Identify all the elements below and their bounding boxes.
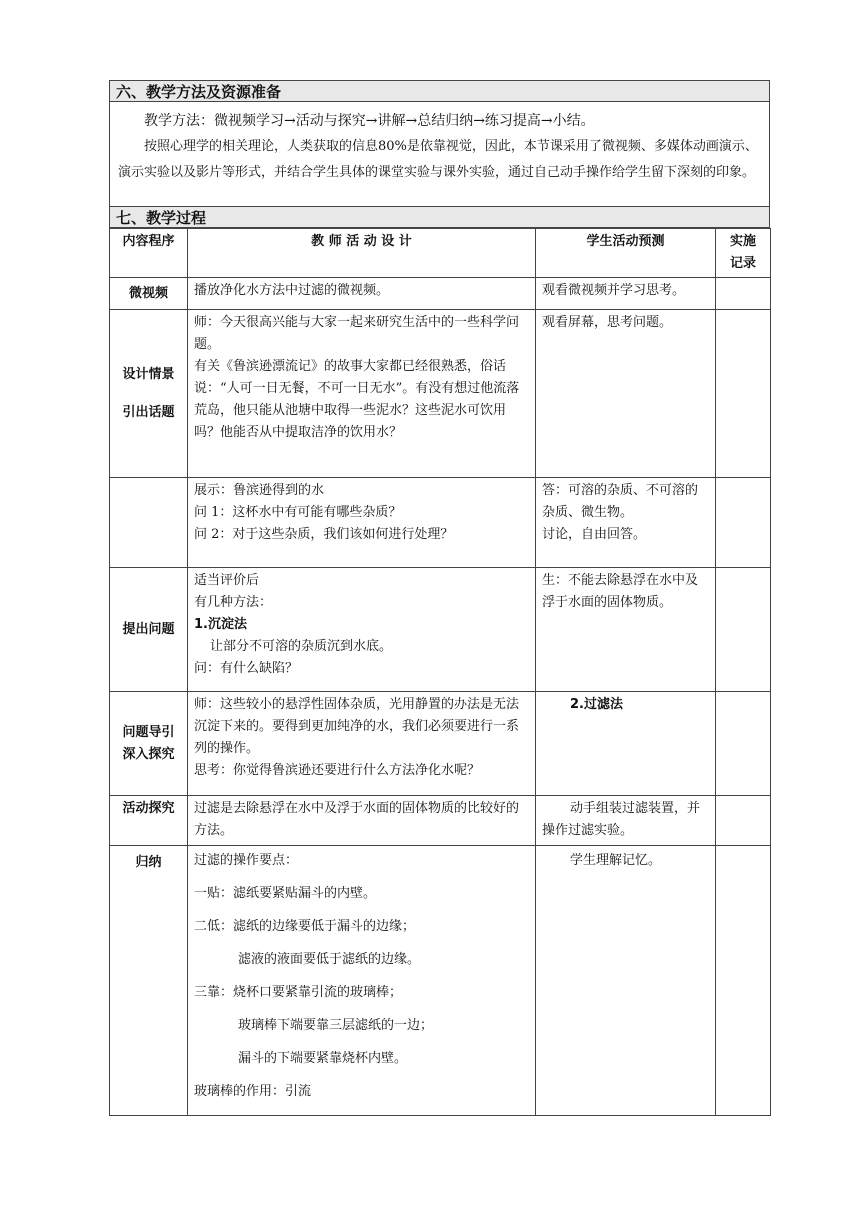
teaching-process-table bbox=[109, 228, 771, 1116]
table-row bbox=[110, 568, 771, 692]
teacher-line: 问：有什么缺陷？ bbox=[194, 661, 299, 676]
row-label: 微视频 bbox=[110, 278, 188, 310]
table-header-row bbox=[110, 229, 771, 278]
row-label: 活动探究 bbox=[110, 796, 188, 846]
row-label bbox=[110, 478, 188, 568]
student-cell bbox=[536, 692, 716, 796]
student-line: 生：不能去除悬浮在水中及浮于水面的固体物质。 bbox=[542, 573, 699, 610]
teacher-line: 玻璃棒下端要靠三层滤纸的一边； bbox=[238, 1018, 434, 1033]
teacher-line: 二低：滤纸的边缘要低于漏斗的边缘； bbox=[194, 919, 416, 934]
teacher-line: 有几种方法： bbox=[194, 595, 273, 610]
record-cell bbox=[716, 568, 771, 692]
teaching-methods-block bbox=[109, 102, 770, 206]
row-label bbox=[110, 310, 188, 478]
teacher-line: 播放净化水方法中过滤的微视频。 bbox=[194, 283, 390, 298]
row-label: 归纳 bbox=[110, 846, 188, 1116]
student-cell bbox=[536, 278, 716, 310]
teacher-line: 让部分不可溶的杂质沉到水底。 bbox=[210, 639, 393, 654]
student-cell bbox=[536, 846, 716, 1116]
header-implementation-record bbox=[716, 229, 771, 278]
table-row bbox=[110, 310, 771, 478]
student-line: 答：可溶的杂质、不可溶的杂质、微生物。 bbox=[542, 483, 699, 520]
header-record-line1: 实施 bbox=[729, 234, 756, 249]
student-cell bbox=[536, 310, 716, 478]
student-line: 讨论，自由回答。 bbox=[542, 527, 647, 542]
teacher-line: 问 1：这杯水中有可能有哪些杂质？ bbox=[194, 505, 402, 520]
teacher-line: 滤液的液面要低于滤纸的边缘。 bbox=[238, 952, 421, 967]
teacher-line: 玻璃棒的作用：引流 bbox=[194, 1084, 312, 1099]
section-6-title: 六、教学方法及资源准备 bbox=[109, 80, 770, 102]
student-line: 观看微视频并学习思考。 bbox=[542, 283, 686, 298]
table-row bbox=[110, 278, 771, 310]
section-7-title: 七、教学过程 bbox=[109, 206, 770, 228]
header-student-activity: 学生活动预测 bbox=[536, 229, 716, 278]
teacher-cell bbox=[188, 692, 536, 796]
student-line-method: 2.过滤法 bbox=[570, 697, 623, 712]
record-cell bbox=[716, 846, 771, 1116]
teacher-line: 过滤的操作要点： bbox=[194, 853, 299, 868]
header-content-procedure: 内容程序 bbox=[110, 229, 188, 278]
row-label: 提出问题 bbox=[110, 568, 188, 692]
teacher-cell bbox=[188, 278, 536, 310]
lesson-plan-page bbox=[109, 80, 770, 1116]
teaching-rationale-para: 按照心理学的相关理论，人类获取的信息80%是依靠视觉，因此，本节课采用了微视频、多媒体动画演示、演示实验以及影片等形式，并结合学生具体的课堂实验与课外实验，通过自己动手操作给学生留下深刻的印象。 bbox=[118, 139, 758, 180]
table-row bbox=[110, 692, 771, 796]
teacher-line: 师：今天很高兴能与大家一起来研究生活中的一些科学问题。 bbox=[194, 315, 520, 352]
header-record-line2: 记录 bbox=[729, 256, 756, 271]
teaching-methods-para: 教学方法：微视频学习→活动与探究→讲解→总结归纳→练习提高→小结。 bbox=[144, 113, 595, 129]
teacher-cell bbox=[188, 846, 536, 1116]
teacher-cell bbox=[188, 478, 536, 568]
teacher-line: 有关《鲁滨逊漂流记》的故事大家都已经很熟悉，俗话说：“人可一日无餐，不可一日无水”。有没有想过他流落荒岛，他只能从池塘中取得一些泥水？这些泥水可饮用吗？他能否从中提取洁净的饮用水？ bbox=[194, 359, 520, 440]
row-label-line: 设计情景 bbox=[122, 366, 175, 382]
teacher-line: 过滤是去除悬浮在水中及浮于水面的固体物质的比较好的方法。 bbox=[194, 801, 520, 838]
student-line: 学生理解记忆。 bbox=[570, 853, 662, 868]
teacher-line-method: 1.沉淀法 bbox=[194, 617, 247, 632]
teacher-line: 三靠：烧杯口要紧靠引流的玻璃棒； bbox=[194, 985, 403, 1000]
record-cell bbox=[716, 278, 771, 310]
student-cell bbox=[536, 568, 716, 692]
header-teacher-activity: 教 师 活 动 设 计 bbox=[188, 229, 536, 278]
teacher-cell bbox=[188, 568, 536, 692]
teacher-line: 适当评价后 bbox=[194, 573, 260, 588]
teacher-line: 展示：鲁滨逊得到的水 bbox=[194, 483, 325, 498]
teacher-line: 师：这些较小的悬浮性固体杂质，光用静置的办法是无法沉淀下来的。要得到更加纯净的水，我们必须要进行一系列的操作。 bbox=[194, 697, 520, 756]
teacher-line: 漏斗的下端要紧靠烧杯内壁。 bbox=[238, 1051, 408, 1066]
record-cell bbox=[716, 692, 771, 796]
teacher-line: 问 2：对于这些杂质，我们该如何进行处理？ bbox=[194, 527, 454, 542]
student-line: 动手组装过滤装置，并操作过滤实验。 bbox=[542, 801, 701, 838]
row-label-line: 深入探究 bbox=[122, 746, 175, 762]
student-cell bbox=[536, 478, 716, 568]
record-cell bbox=[716, 310, 771, 478]
student-line: 观看屏幕，思考问题。 bbox=[542, 315, 673, 330]
row-label-line: 问题导引 bbox=[122, 724, 175, 740]
table-row bbox=[110, 796, 771, 846]
teacher-line: 一贴：滤纸要紧贴漏斗的内壁。 bbox=[194, 886, 377, 901]
record-cell bbox=[716, 478, 771, 568]
student-cell bbox=[536, 796, 716, 846]
teacher-line: 思考：你觉得鲁滨逊还要进行什么方法净化水呢？ bbox=[194, 763, 481, 778]
record-cell bbox=[716, 796, 771, 846]
teacher-cell bbox=[188, 310, 536, 478]
row-label bbox=[110, 692, 188, 796]
row-label-line: 引出话题 bbox=[122, 404, 175, 420]
table-row bbox=[110, 846, 771, 1116]
teacher-cell bbox=[188, 796, 536, 846]
table-row bbox=[110, 478, 771, 568]
